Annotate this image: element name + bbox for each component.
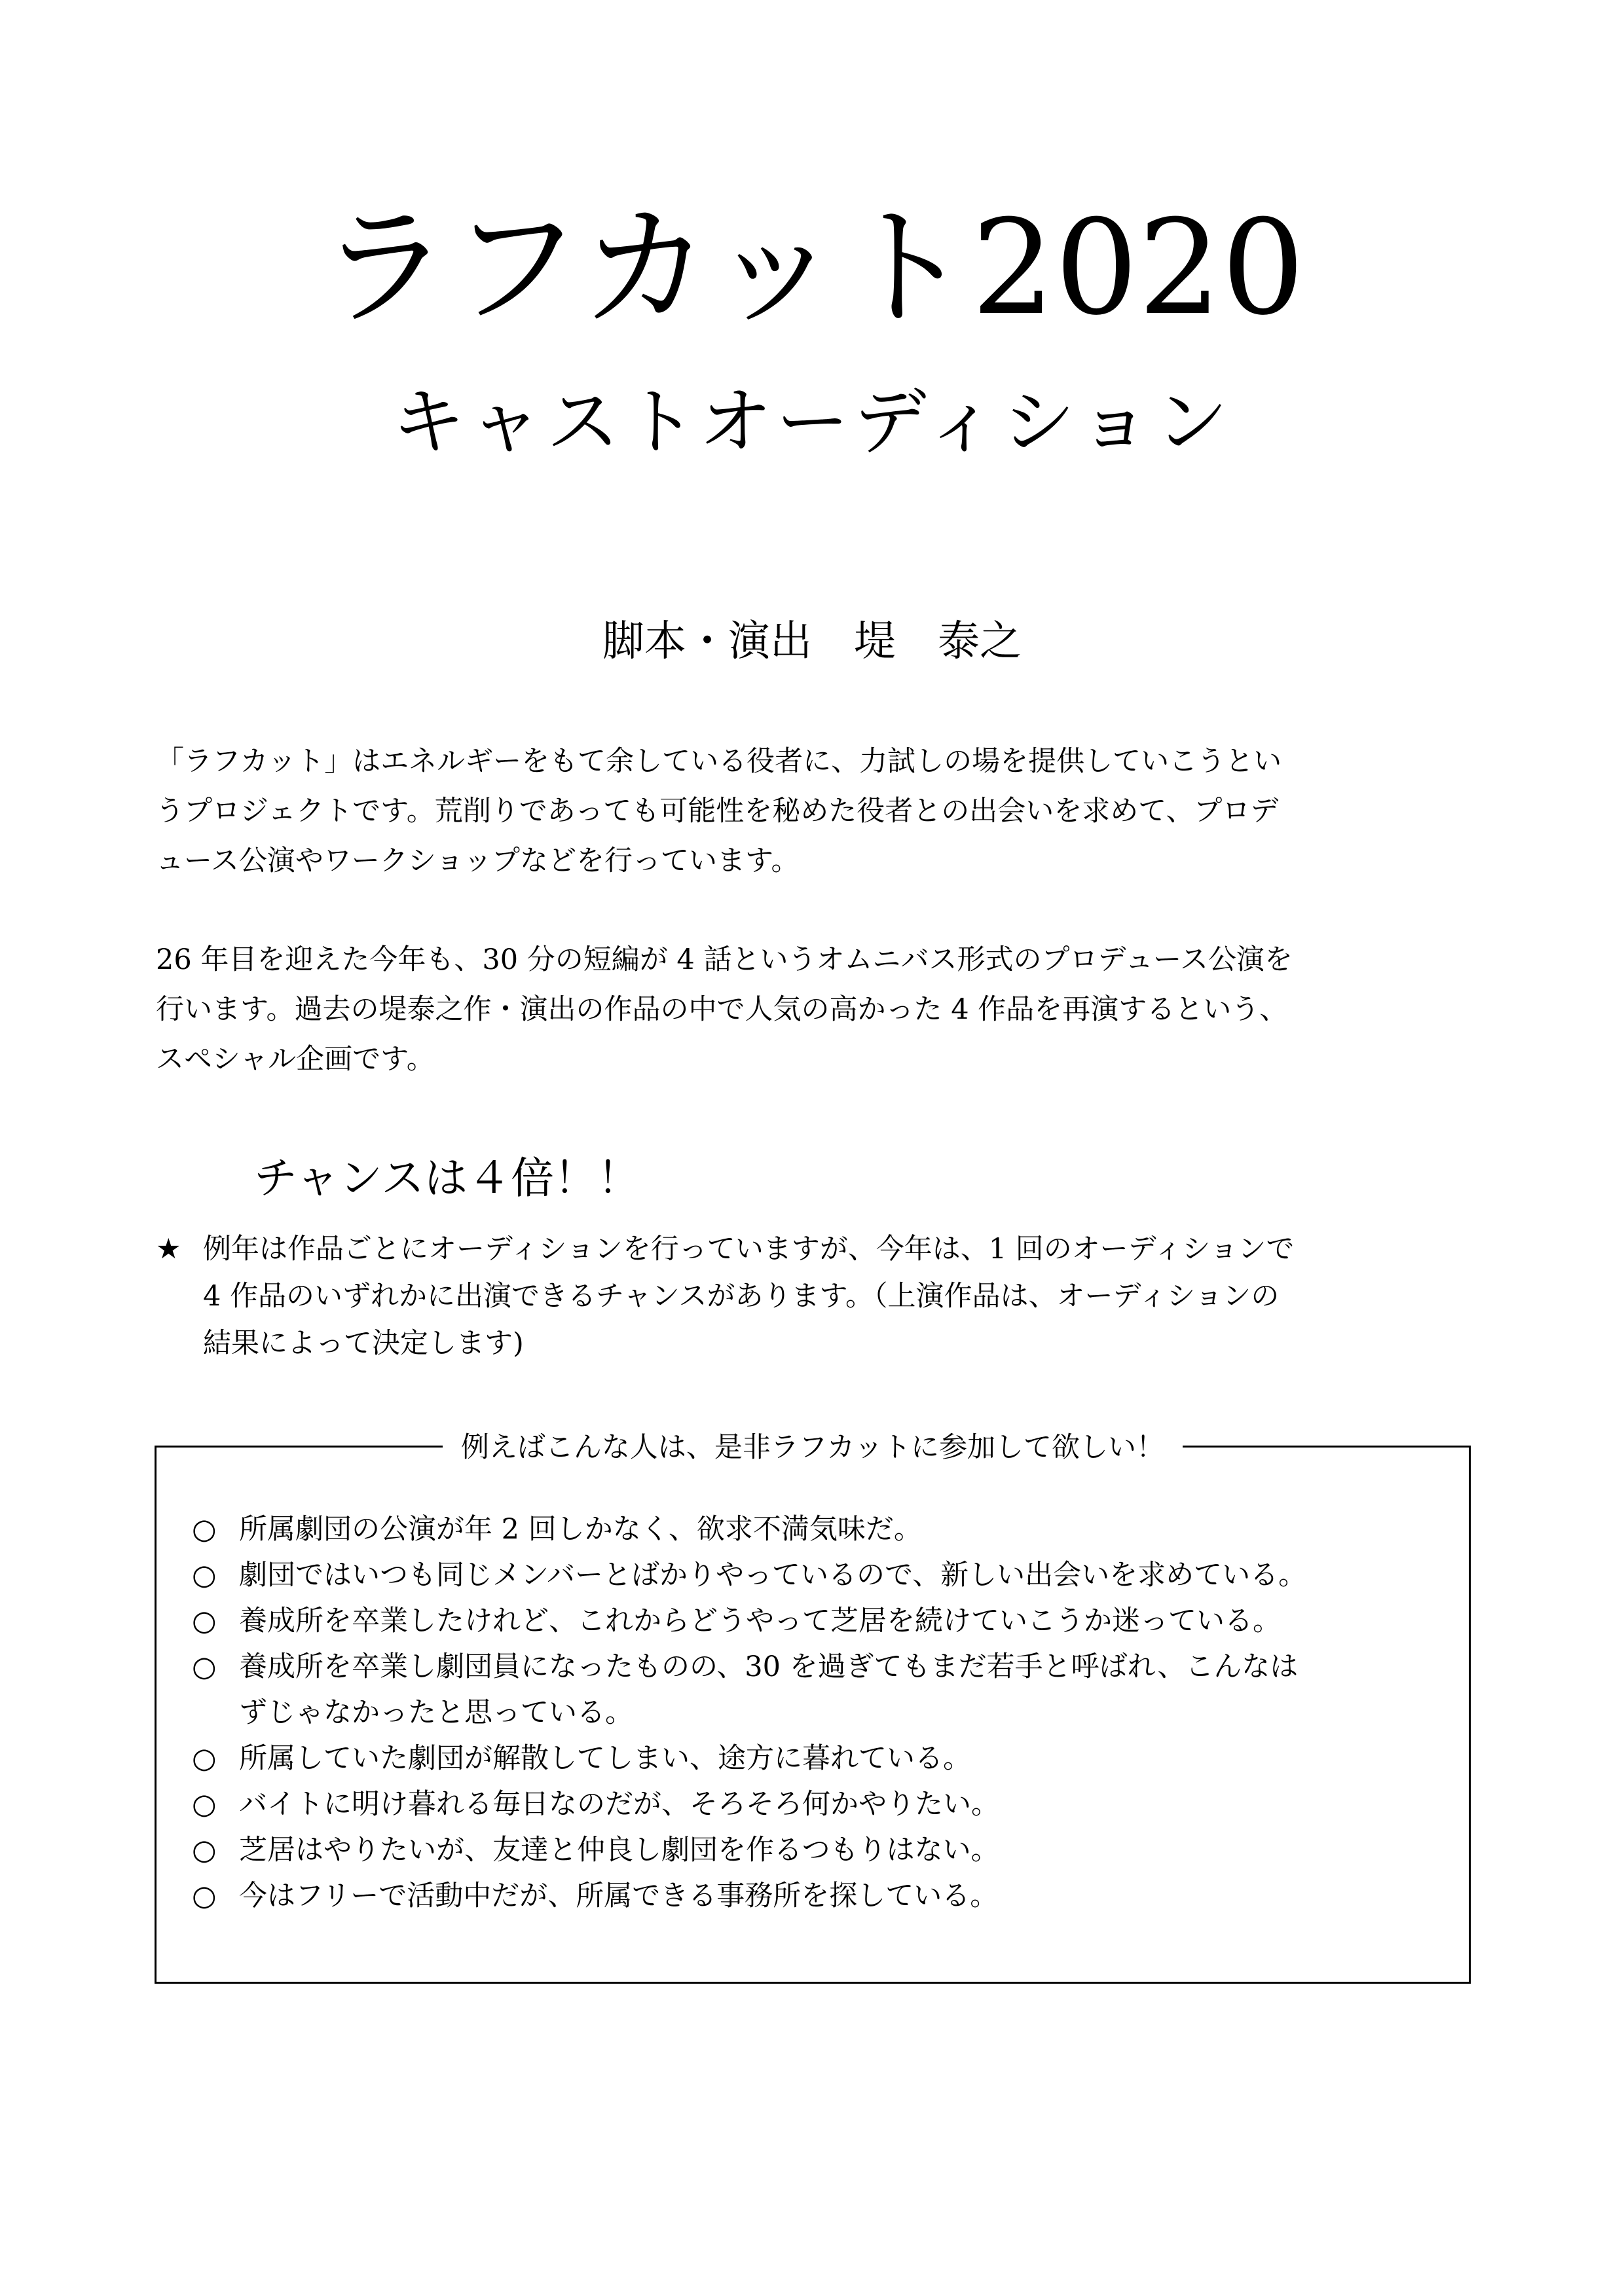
paragraph-line: 行います。過去の堤泰之作・演出の作品の中で人気の高かった 4 作品を再演するという、 (156, 993, 1288, 1026)
target-people-list (192, 1506, 1449, 1919)
credit-role: 脚本・演出 (602, 617, 812, 666)
circle-bullet-icon: ○ (192, 1513, 217, 1546)
list-item-text: バイトに明け暮れる毎日なのだが、そろそろ何かやりたい。 (239, 1788, 999, 1821)
star-note-line: 例年は作品ごとにオーディションを行っていますが、今年は、1 回のオーディションで (203, 1233, 1295, 1266)
paragraph-line: 26 年目を迎えた今年も、30 分の短編が 4 話というオムニバス形式のプロデュース公演を (156, 943, 1293, 976)
circle-bullet-icon: ○ (192, 1834, 217, 1867)
credit-line (0, 612, 1624, 671)
paragraph-line: スペシャル企画です。 (156, 1043, 435, 1076)
list-item (192, 1552, 1449, 1598)
list-item (192, 1506, 1449, 1552)
list-item-text: 養成所を卒業したけれど、これからどうやって芝居を続けていこうか迷っている。 (239, 1605, 1281, 1637)
star-note (156, 1226, 1472, 1367)
page-title: ラフカット2020 (319, 192, 1305, 344)
circle-bullet-icon: ○ (192, 1788, 217, 1821)
box-title (157, 1424, 1469, 1471)
chance-heading: チャンスは４倍！！ (254, 1153, 641, 1203)
list-item-text: 劇団ではいつも同じメンバーとばかりやっているので、新しい出会いを求めている。 (239, 1559, 1307, 1592)
star-icon: ★ (156, 1233, 181, 1266)
list-item-text: ずじゃなかったと思っている。 (239, 1696, 633, 1729)
list-item-text: 所属劇団の公演が年 2 回しかなく、欲求不満気味だ。 (239, 1513, 922, 1546)
credit-family-name: 堤 (854, 617, 896, 666)
box-title-text: 例えばこんな人は、是非ラフカットに参加して欲しい！ (443, 1431, 1183, 1464)
list-item (192, 1736, 1449, 1781)
intro-paragraph (156, 737, 1466, 886)
production-paragraph (156, 935, 1466, 1084)
star-note-line: 4 作品のいずれかに出演できるチャンスがあります。（上演作品は、オーディションの (203, 1280, 1280, 1313)
star-note-line: 結果によって決定します) (203, 1327, 524, 1360)
list-item-text: 今はフリーで活動中だが、所属できる事務所を探している。 (239, 1880, 999, 1912)
list-item-text: 養成所を卒業し劇団員になったものの、30 を過ぎてもまだ若手と呼ばれ、こんなは (239, 1650, 1299, 1683)
circle-bullet-icon: ○ (192, 1605, 217, 1637)
list-item-text: 所属していた劇団が解散してしまい、途方に暮れている。 (239, 1742, 971, 1775)
list-item (192, 1827, 1449, 1873)
list-item-text: 芝居はやりたいが、友達と仲良し劇団を作るつもりはない。 (239, 1834, 999, 1867)
paragraph-line: 「ラフカット」はエネルギーをもて余している役者に、力試しの場を提供していこうとい (156, 745, 1282, 778)
list-item (192, 1781, 1449, 1827)
paragraph-line: うプロジェクトです。荒削りであっても可能性を秘めた役者との出会いを求めて、プロデ (156, 795, 1279, 828)
circle-bullet-icon: ○ (192, 1742, 217, 1775)
star-note-body (203, 1226, 1472, 1367)
paragraph-line: ュース公演やワークショップなどを行っています。 (156, 845, 800, 877)
list-item (192, 1598, 1449, 1644)
list-item (192, 1873, 1449, 1919)
page-subtitle: キャストオーディション (392, 380, 1232, 465)
list-item (192, 1644, 1449, 1736)
credit-given-name: 泰之 (938, 617, 1022, 666)
target-people-box (155, 1431, 1471, 1984)
circle-bullet-icon: ○ (192, 1559, 217, 1592)
circle-bullet-icon: ○ (192, 1880, 217, 1912)
circle-bullet-icon: ○ (192, 1650, 217, 1683)
